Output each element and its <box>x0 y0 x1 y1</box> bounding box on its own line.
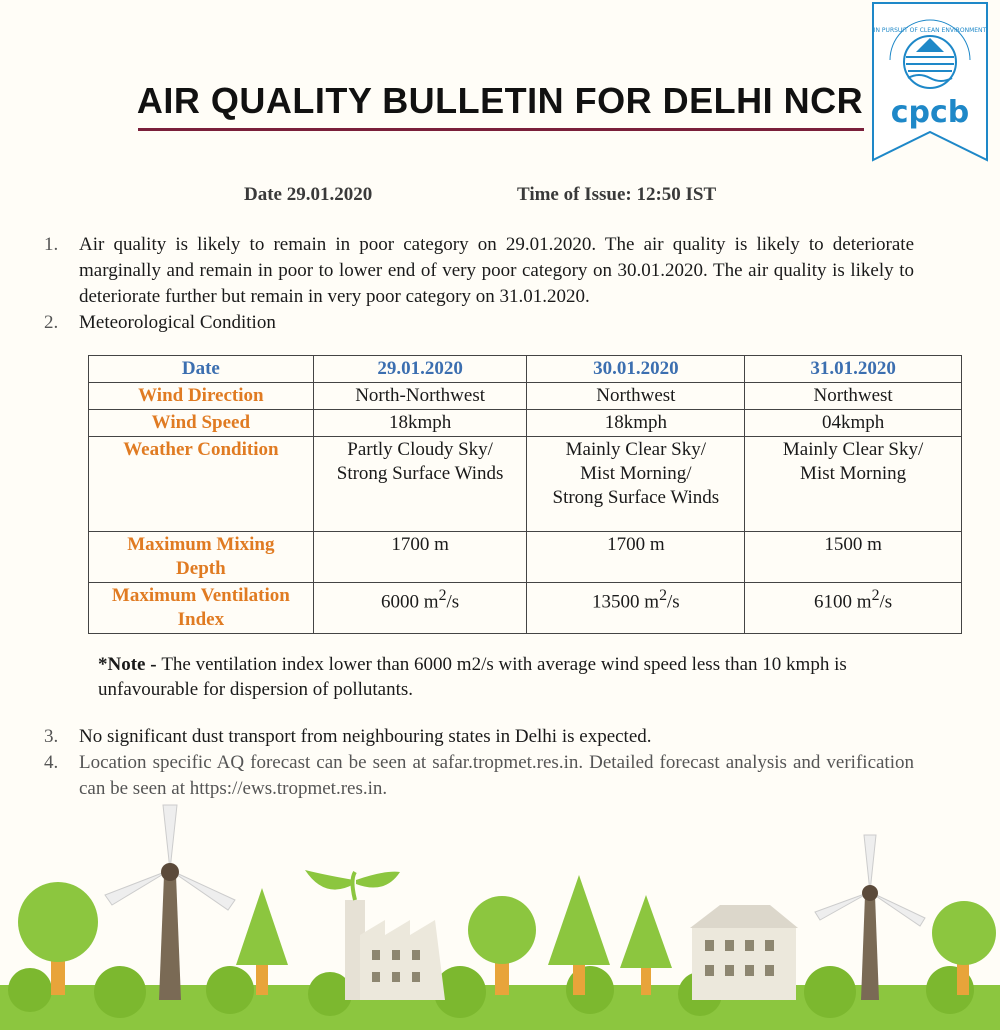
unit-tail: /s <box>879 591 893 613</box>
column-header: 31.01.2020 <box>745 356 962 383</box>
cell-line: Mist Morning <box>800 463 907 484</box>
house-icon <box>690 905 798 1000</box>
meteorological-table <box>88 355 962 634</box>
table-header-row <box>89 356 962 383</box>
time-of-issue: Time of Issue: 12:50 IST <box>517 184 717 205</box>
row-label <box>89 583 314 634</box>
table-row <box>89 532 962 583</box>
list-number: 2. <box>44 312 59 333</box>
logo-text: cpcb <box>890 95 970 130</box>
cell-line: Strong Surface Winds <box>552 487 720 508</box>
table-cell <box>527 583 745 634</box>
table-cell: 18kmph <box>527 410 745 437</box>
table-row <box>89 410 962 437</box>
table-cell <box>313 437 527 532</box>
cell-line: Strong Surface Winds <box>336 463 504 484</box>
table-cell <box>745 583 962 634</box>
table-cell: Northwest <box>745 383 962 410</box>
cell-line: Mainly Clear Sky/ <box>782 439 924 460</box>
label-line: Maximum Mixing <box>127 534 275 555</box>
cell-value: 6000 m <box>381 591 439 613</box>
list-text: Air quality is likely to remain in poor category on 29.01.2020. The air quality is likely to deteriorate marginally and remain in poor to lower end of very poor category on 30.01.2020. The air quality is likely to deteriorate further but remain in very poor category on 31.01.2020. <box>79 234 914 307</box>
table-cell: 1700 m <box>313 532 527 583</box>
table-row <box>89 583 962 634</box>
logo-arc-text: IN PURSUIT OF CLEAN ENVIRONMENT <box>873 27 987 34</box>
eco-illustration <box>0 800 1000 1030</box>
table-cell: North-Northwest <box>313 383 527 410</box>
list-text: Meteorological Condition <box>79 312 276 333</box>
list-item <box>44 310 914 336</box>
column-header: 29.01.2020 <box>313 356 527 383</box>
table-cell: 1500 m <box>745 532 962 583</box>
cell-line: Partly Cloudy Sky/ <box>347 439 493 460</box>
table-cell: 1700 m <box>527 532 745 583</box>
cell-value: 6100 m <box>814 591 872 613</box>
note-text: The ventilation index lower than 6000 m2/s with average wind speed less than 10 kmph is unfavourable for dispersion of pollutants. <box>98 654 847 700</box>
page-title: AIR QUALITY BULLETIN FOR DELHI NCR <box>136 80 864 121</box>
table-row <box>89 437 962 532</box>
label-line: Index <box>177 609 225 630</box>
table-cell: 18kmph <box>313 410 527 437</box>
row-label: Weather Condition <box>89 437 314 532</box>
column-header: Date <box>89 356 314 383</box>
cpcb-logo <box>872 2 988 162</box>
label-line: Depth <box>176 558 226 579</box>
unit-tail: /s <box>666 591 680 613</box>
bulletin-date: Date 29.01.2020 <box>244 184 373 205</box>
column-header: 30.01.2020 <box>527 356 745 383</box>
bulletin-list-bottom <box>44 724 914 802</box>
unit-superscript: 2 <box>438 587 447 604</box>
table-cell <box>313 583 527 634</box>
list-text: Location specific AQ forecast can be seen at safar.tropmet.res.in. Detailed forecast analysis and verification can be seen at https://ews.tropmet.res.in. <box>79 752 914 799</box>
table-cell: Northwest <box>527 383 745 410</box>
list-text: No significant dust transport from neighbouring states in Delhi is expected. <box>79 726 652 747</box>
table-row <box>89 383 962 410</box>
cell-line: Mainly Clear Sky/ <box>565 439 707 460</box>
row-label: Wind Direction <box>89 383 314 410</box>
list-number: 3. <box>44 726 59 747</box>
bulletin-list-top <box>44 232 914 336</box>
cell-line: Mist Morning/ <box>580 463 692 484</box>
unit-tail: /s <box>446 591 460 613</box>
cone-tree-icon <box>620 895 672 995</box>
table-cell <box>527 437 745 532</box>
row-label <box>89 532 314 583</box>
label-line: Maximum Ventilation <box>111 585 290 606</box>
list-item <box>44 232 914 310</box>
note-prefix: *Note - <box>98 654 162 675</box>
table-cell <box>745 437 962 532</box>
unit-superscript: 2 <box>659 587 667 604</box>
unit-superscript: 2 <box>871 587 880 604</box>
list-item <box>44 750 914 802</box>
ventilation-note <box>98 652 888 702</box>
row-label: Wind Speed <box>89 410 314 437</box>
list-number: 4. <box>44 752 59 773</box>
list-number: 1. <box>44 234 59 255</box>
list-item <box>44 724 914 750</box>
title-underline <box>138 128 864 131</box>
table-cell: 04kmph <box>745 410 962 437</box>
cell-value: 13500 m <box>592 591 660 613</box>
